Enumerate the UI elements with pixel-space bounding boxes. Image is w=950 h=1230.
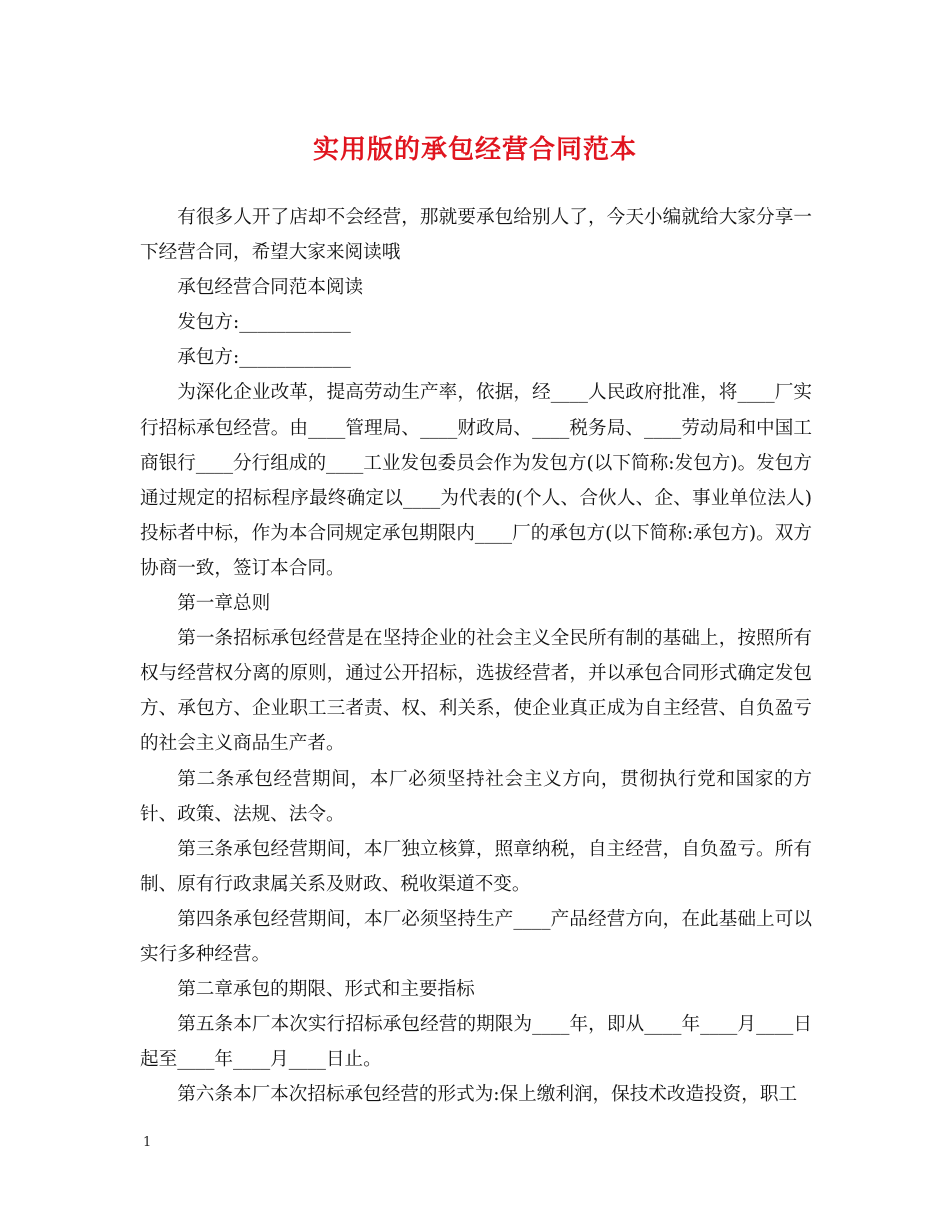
chapter-heading: 第二章承包的期限、形式和主要指标 — [177, 979, 475, 1001]
article-paragraph: 第二条承包经营期间，本厂必须坚持社会主义方向，贯彻执行党和国家的方针、政策、法规、法令。 — [140, 768, 812, 825]
party-b-line: 承包方:____________ — [177, 347, 351, 369]
article-paragraph: 第四条承包经营期间，本厂必须坚持生产____产品经营方向，在此基础上可以实行多种经营。 — [140, 908, 812, 965]
article-paragraph: 第五条本厂本次实行招标承包经营的期限为____年，即从____年____月____日起至____年____月____日止。 — [140, 1014, 812, 1071]
party-a-line: 发包方:____________ — [177, 312, 351, 334]
document-title: 实用版的承包经营合同范本 — [312, 135, 637, 165]
article-paragraph: 第六条本厂本次招标承包经营的形式为:保上缴利润，保技术改造投资，职工 — [177, 1084, 798, 1106]
document-body — [140, 200, 812, 1112]
intro-paragraph: 有很多人开了店却不会经营，那就要承包给别人了，今天小编就给大家分享一下经营合同，希望大家来阅读哦 — [140, 207, 812, 264]
page-number: 1 — [143, 1135, 152, 1150]
article-paragraph: 第一条招标承包经营是在坚持企业的社会主义全民所有制的基础上，按照所有权与经营权分离的原则，通过公开招标，选拔经营者，并以承包合同形式确定发包方、承包方、企业职工三者责、权、利关系，使企业真正成为自主经营、自负盈亏的社会主义商品生产者。 — [140, 628, 812, 755]
preamble-paragraph: 为深化企业改革，提高劳动生产率，依据，经____人民政府批准，将____厂实行招标承包经营。由____管理局、____财政局、____税务局、____劳动局和中国工商银行____分行组成的____工业发包委员会作为发包方(以下简称:发包方)。发包方通过规定的招标程序最终确定以____为代表的(个人、合伙人、企、事业单位法人)投标者中标，作为本合同规定承包期限内____厂的承包方(以下简称:承包方)。双方协商一致，签订本合同。 — [140, 382, 812, 579]
article-paragraph: 第三条承包经营期间，本厂独立核算，照章纳税，自主经营，自负盈亏。所有制、原有行政隶属关系及财政、税收渠道不变。 — [140, 838, 812, 895]
section-heading: 承包经营合同范本阅读 — [177, 277, 364, 299]
chapter-heading: 第一章总则 — [177, 593, 271, 615]
